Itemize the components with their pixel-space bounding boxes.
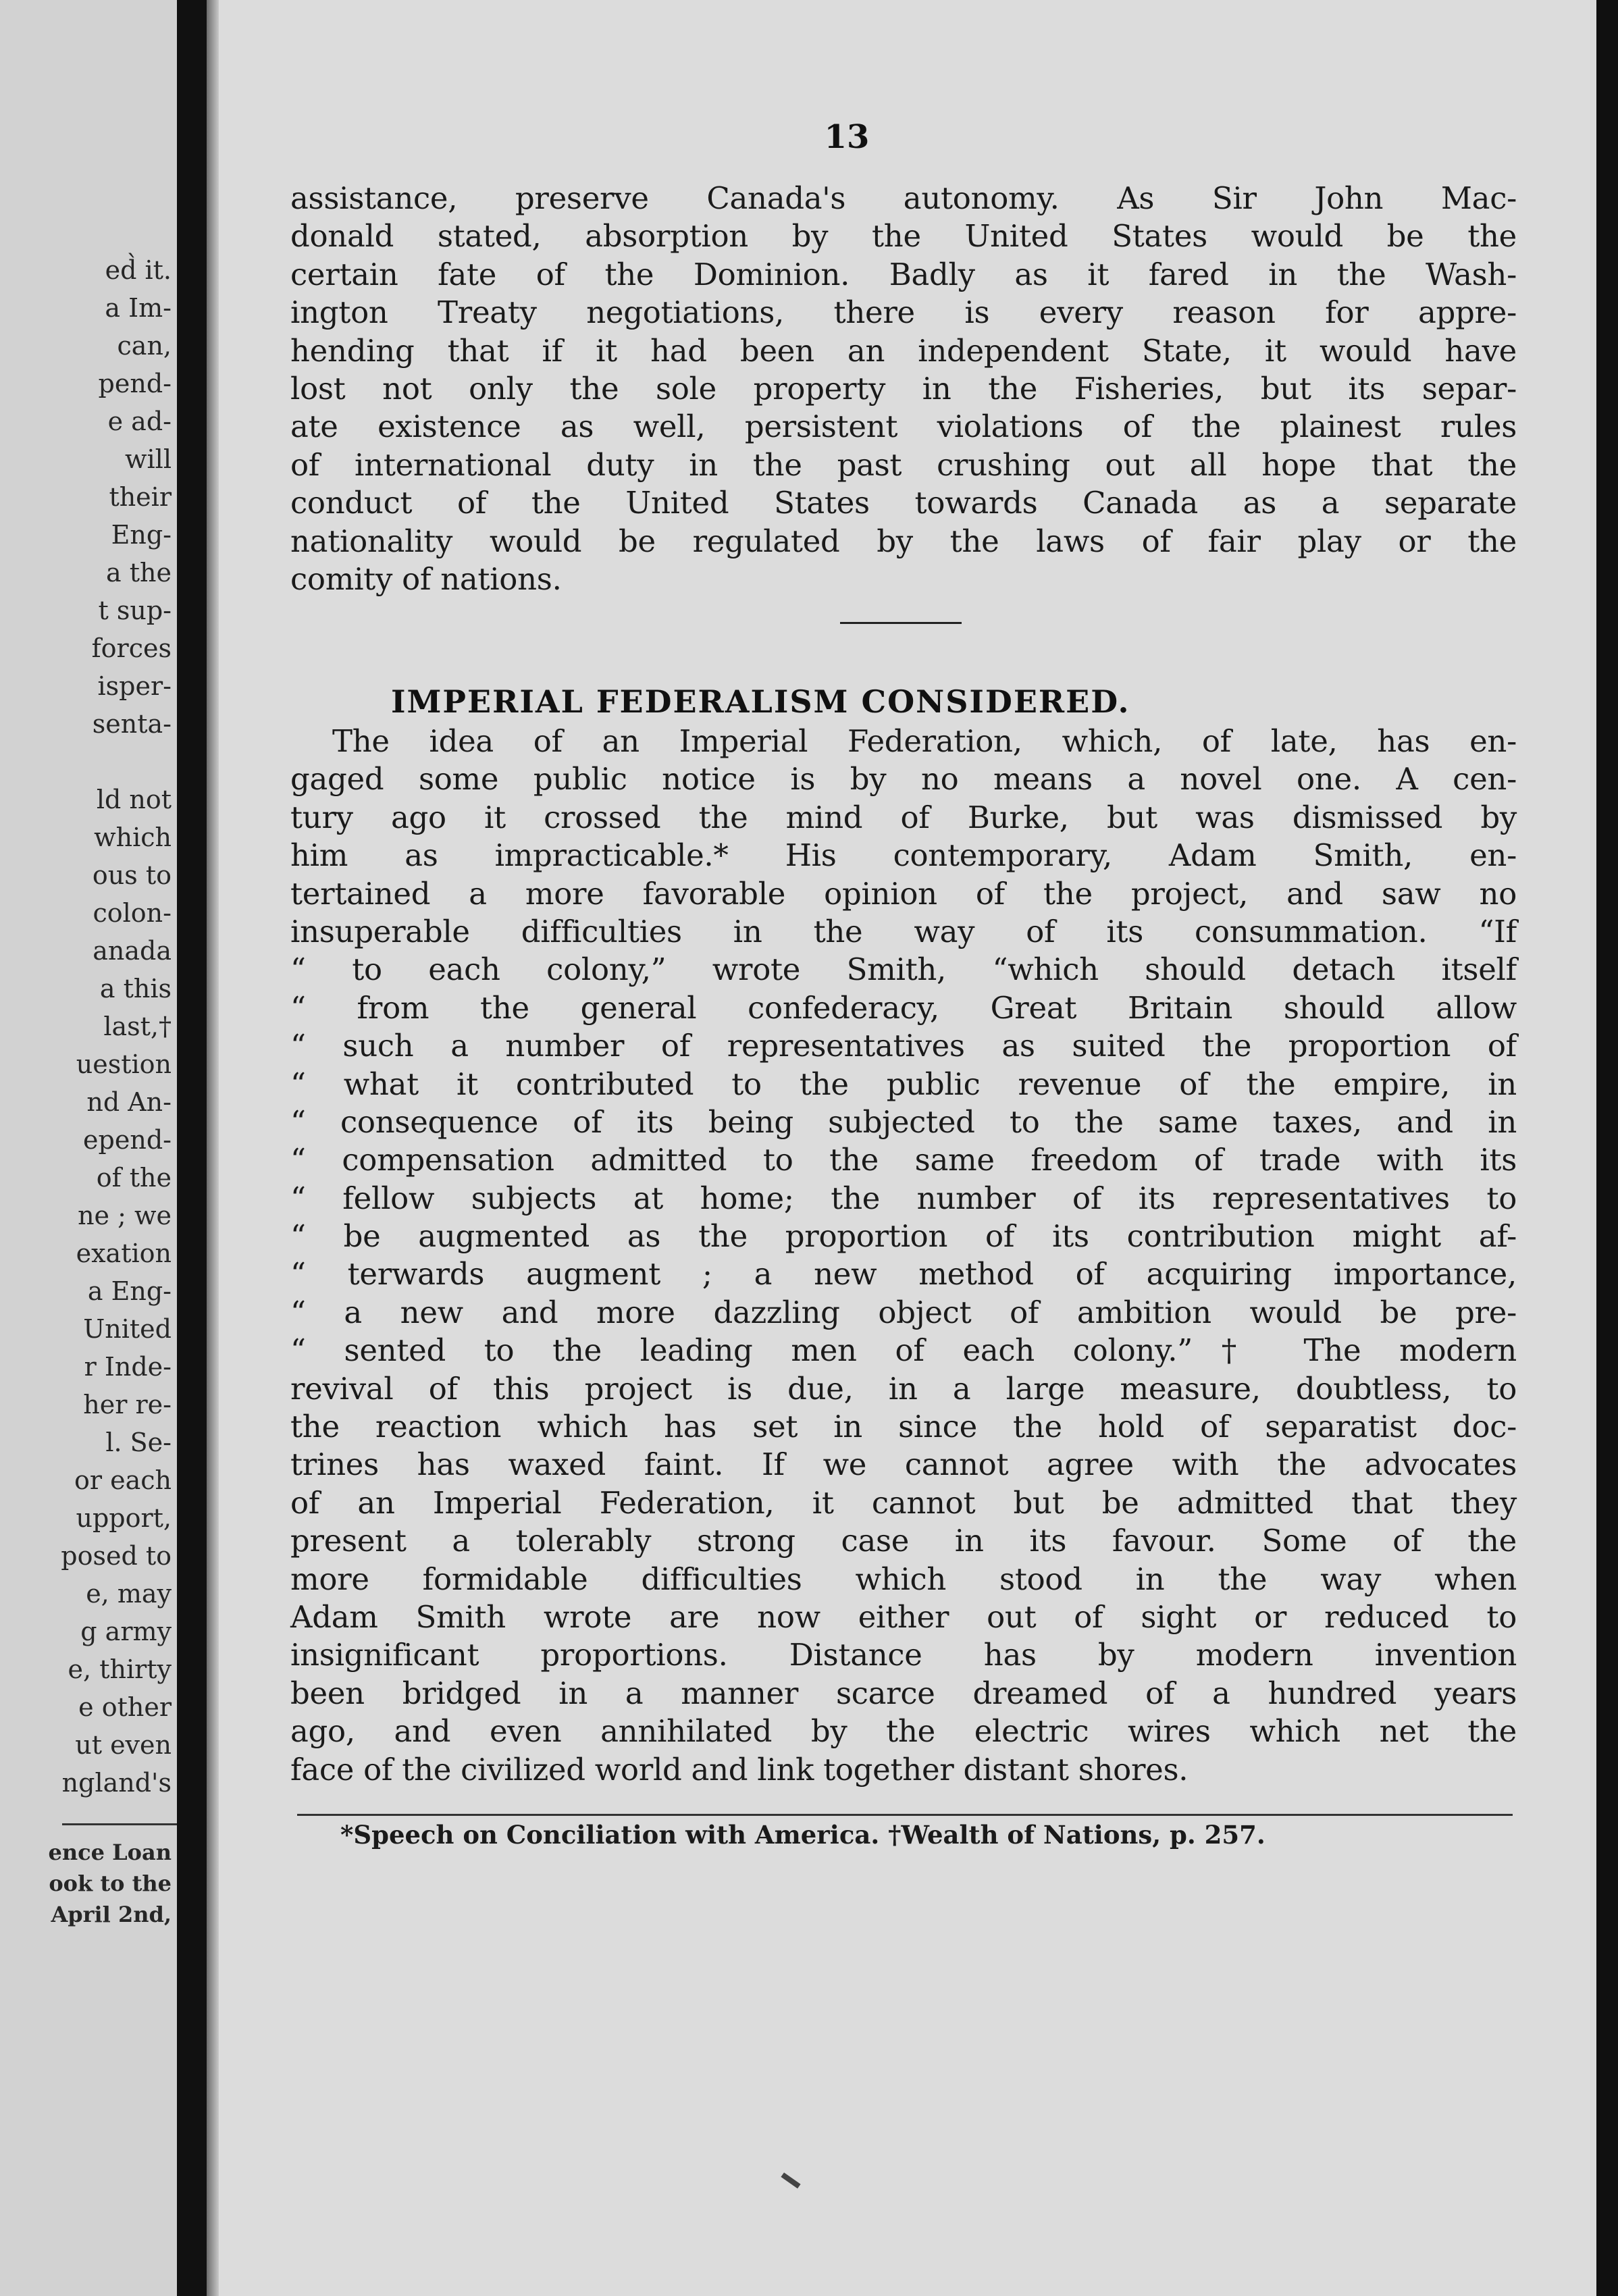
left-text-fragment: a this bbox=[99, 974, 172, 1003]
left-text-fragment: ut even bbox=[75, 1730, 172, 1760]
left-text-fragment: of the bbox=[96, 1163, 172, 1193]
left-text-fragment: which bbox=[94, 823, 172, 852]
text-line: tury ago it crossed the mind of Burke, but was dismissed by bbox=[290, 799, 1517, 835]
left-text-fragment: colon- bbox=[93, 898, 172, 928]
text-line: trines has waxed faint. If we cannot agree with the advocates bbox=[290, 1446, 1517, 1483]
scan-mark bbox=[781, 2172, 800, 2189]
text-line: more formidable difficulties which stood in the way when bbox=[290, 1561, 1517, 1597]
left-text-fragment: her re- bbox=[83, 1390, 172, 1419]
left-text-fragment: ne ; we bbox=[78, 1201, 172, 1230]
page-number: 13 bbox=[824, 118, 870, 156]
left-text-fragment: anada bbox=[93, 936, 172, 966]
left-text-fragment: upport, bbox=[76, 1503, 172, 1533]
left-text-fragment: senta- bbox=[92, 709, 172, 739]
left-text-fragment: will bbox=[125, 444, 172, 474]
left-text-fragment: exation bbox=[76, 1238, 172, 1268]
left-footnote-fragment: ence Loan bbox=[48, 1840, 172, 1865]
left-text-fragment: ngland's bbox=[61, 1768, 172, 1798]
left-text-fragment: forces bbox=[91, 633, 172, 663]
text-line: gaged some public notice is by no means a novel one. A cen- bbox=[290, 761, 1517, 798]
text-line: “ to each colony,” wrote Smith, “which should detach itself bbox=[290, 951, 1517, 988]
left-text-fragment: Eng- bbox=[111, 520, 172, 550]
left-text-fragment: e ad- bbox=[107, 407, 172, 436]
text-line: “ a new and more dazzling object of ambition would be pre- bbox=[290, 1294, 1517, 1330]
text-line: “ fellow subjects at home; the number of its representatives to bbox=[290, 1180, 1517, 1216]
left-text-fragment: United bbox=[83, 1314, 172, 1344]
section-heading: IMPERIAL FEDERALISM CONSIDERED. bbox=[391, 683, 1130, 720]
left-text-fragment: can, bbox=[117, 331, 172, 361]
left-text-fragment: pend- bbox=[98, 369, 172, 398]
text-line: ate existence as well, persistent violations of the plainest rules bbox=[290, 409, 1517, 445]
text-line: nationality would be regulated by the laws of fair play or the bbox=[290, 523, 1517, 559]
text-line: ago, and even annihilated by the electric wires which net the bbox=[290, 1713, 1517, 1750]
text-line: Adam Smith wrote are now either out of sight or reduced to bbox=[290, 1598, 1517, 1635]
text-line: “ from the general confederacy, Great Britain should allow bbox=[290, 989, 1517, 1026]
left-text-fragment: ld not bbox=[96, 785, 172, 814]
text-line: “ be augmented as the proportion of its contribution might af- bbox=[290, 1218, 1517, 1255]
text-line: of international duty in the past crushing out all hope that the bbox=[290, 446, 1517, 483]
text-line: assistance, preserve Canada's autonomy. As Sir John Mac- bbox=[290, 180, 1517, 216]
left-text-fragment: posed to bbox=[61, 1541, 172, 1571]
text-line: insignificant proportions. Distance has by modern invention bbox=[290, 1637, 1517, 1673]
text-line: lost not only the sole property in the Fisheries, but its separ- bbox=[290, 370, 1517, 407]
left-text-fragment: r Inde- bbox=[84, 1352, 172, 1382]
left-text-fragment: a Im- bbox=[105, 293, 172, 323]
text-line: been bridged in a manner scarce dreamed of a hundred years bbox=[290, 1675, 1517, 1711]
text-line: comity of nations. bbox=[290, 560, 562, 597]
paragraph-1 bbox=[290, 180, 1517, 598]
text-line: ington Treaty negotiations, there is every reason for appre- bbox=[290, 294, 1517, 331]
text-line: tertained a more favorable opinion of the project, and saw no bbox=[290, 875, 1517, 912]
left-text-fragment: l. Se- bbox=[105, 1428, 172, 1457]
left-text-fragment: uestion bbox=[76, 1049, 172, 1079]
left-footnote-fragment: April 2nd, bbox=[51, 1902, 172, 1927]
section-divider bbox=[840, 622, 962, 624]
left-text-fragment: e other bbox=[78, 1692, 172, 1722]
text-line: “ consequence of its being subjected to the same taxes, and in bbox=[290, 1103, 1517, 1140]
footnote: *Speech on Conciliation with America. †Wealth of Nations, p. 257. bbox=[340, 1820, 1265, 1850]
text-line: The idea of an Imperial Federation, which, of late, has en- bbox=[332, 723, 1517, 759]
text-line: “ sented to the leading men of each colony.”† The modern bbox=[290, 1332, 1517, 1369]
text-line: “ what it contributed to the public revenue of the empire, in bbox=[290, 1066, 1517, 1102]
text-line: of an Imperial Federation, it cannot but be admitted that they bbox=[290, 1484, 1517, 1521]
left-text-fragment: nd An- bbox=[86, 1087, 172, 1117]
left-text-fragment: a the bbox=[106, 558, 172, 588]
left-text-fragment: e, thirty bbox=[68, 1654, 172, 1684]
text-line: the reaction which has set in since the hold of separatist doc- bbox=[290, 1409, 1517, 1445]
text-line: certain fate of the Dominion. Badly as it fared in the Wash- bbox=[290, 256, 1517, 292]
text-line: “ compensation admitted to the same freedom of trade with its bbox=[290, 1142, 1517, 1178]
left-page-fragment bbox=[0, 0, 177, 2296]
text-line: face of the civilized world and link together distant shores. bbox=[290, 1751, 1189, 1788]
paragraph-2 bbox=[290, 723, 1517, 1789]
left-text-fragment: ed̀ it. bbox=[105, 255, 172, 285]
text-line: present a tolerably strong case in its favour. Some of the bbox=[290, 1523, 1517, 1559]
left-text-fragment: or each bbox=[74, 1465, 172, 1495]
left-text-fragment: e, may bbox=[86, 1579, 172, 1609]
left-text-fragment: last,† bbox=[103, 1012, 172, 1041]
text-line: revival of this project is due, in a large measure, doubtless, to bbox=[290, 1370, 1517, 1407]
scan-edge bbox=[1596, 0, 1618, 2296]
left-text-fragment: ous to bbox=[92, 860, 172, 890]
text-line: donald stated, absorption by the United States would be the bbox=[290, 218, 1517, 255]
left-text-fragment: epend- bbox=[83, 1125, 172, 1155]
text-line: hending that if it had been an independent State, it would have bbox=[290, 332, 1517, 369]
left-text-fragment: a Eng- bbox=[87, 1276, 172, 1306]
gutter-shadow bbox=[207, 0, 219, 2296]
text-line: conduct of the United States towards Canada as a separate bbox=[290, 485, 1517, 521]
text-line: “ terwards augment ; a new method of acquiring importance, bbox=[290, 1256, 1517, 1293]
left-footnote-fragment: ook to the bbox=[49, 1871, 172, 1896]
left-text-fragment: t sup- bbox=[98, 596, 172, 625]
text-line: him as impracticable.* His contemporary, Adam Smith, en- bbox=[290, 837, 1517, 874]
book-gutter bbox=[177, 0, 207, 2296]
left-text-fragment: their bbox=[109, 482, 172, 512]
left-text-fragment: isper- bbox=[97, 671, 172, 701]
footnote-rule bbox=[297, 1814, 1513, 1816]
left-text-fragment: g army bbox=[80, 1617, 172, 1646]
text-line: insuperable difficulties in the way of its consummation. “If bbox=[290, 913, 1517, 949]
left-footnote-rule bbox=[62, 1823, 177, 1825]
text-line: “ such a number of representatives as suited the proportion of bbox=[290, 1028, 1517, 1064]
page bbox=[219, 0, 1596, 2296]
